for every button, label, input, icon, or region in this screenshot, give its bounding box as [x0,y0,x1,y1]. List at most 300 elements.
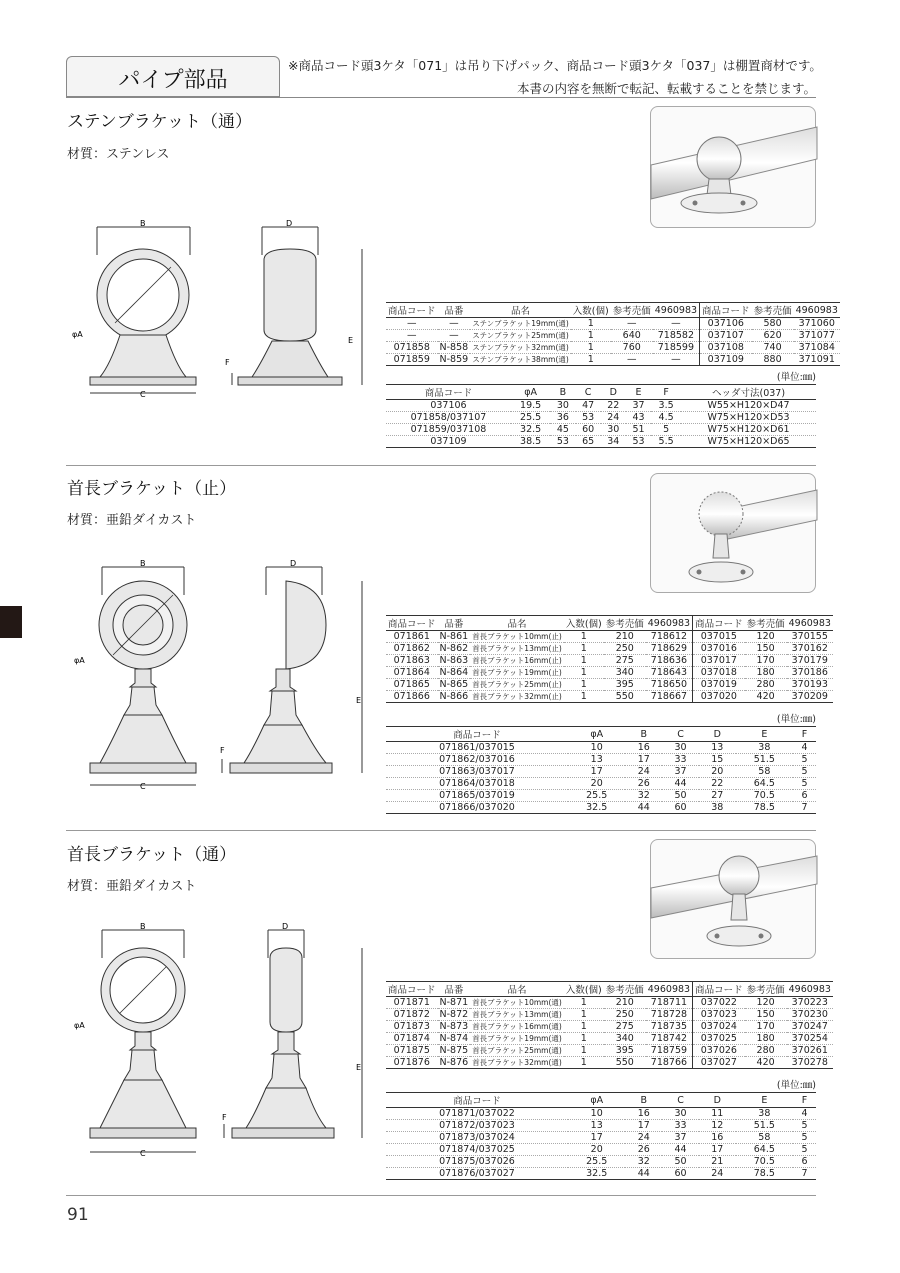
table-row [386,412,816,424]
dim-label-b: B [140,559,146,568]
table-cell: ステンブラケット19mm(通) [472,319,569,328]
table-cell: 037025 [693,1033,745,1045]
table-cell: N-864 [439,667,469,678]
table-cell: 071876/037027 [386,1168,568,1180]
table-row [386,1144,816,1156]
table-cell: 718629 [646,643,693,655]
table-cell: 25.5 [511,412,550,424]
table-cell: 20 [568,1144,625,1156]
table-cell: 180 [745,667,787,679]
column-header: 商品コード [386,385,511,400]
table-cell: — [438,318,471,330]
product-table [386,302,840,366]
column-header: E [626,385,651,400]
table-cell: 20 [699,766,736,778]
table-cell: 370278 [787,1057,833,1069]
table-cell: 037108 [700,342,752,354]
table-cell: 1 [564,997,604,1009]
table-cell: 071861/037015 [386,742,568,754]
table-cell: 718643 [646,667,693,679]
table-cell: 718766 [646,1057,693,1069]
table-cell: 037027 [693,1057,745,1069]
column-header: 入数(個) [571,303,611,318]
dim-label-phi-a: φA [74,656,85,665]
table-cell: 21 [699,1156,736,1168]
table-cell: 4 [793,742,816,754]
table-cell: 32.5 [511,424,550,436]
table-cell: 071871 [386,997,438,1009]
table-row [386,1168,816,1180]
table-cell: 718735 [646,1021,693,1033]
section-divider [66,830,816,831]
table-cell: 718711 [646,997,693,1009]
dim-label-b: B [140,922,146,931]
table-cell: 071859/037108 [386,424,511,436]
column-header: B [625,1093,662,1108]
column-header: 入数(個) [564,982,604,997]
table-row [386,691,833,703]
table-cell: N-866 [439,691,469,702]
table-cell: 33 [662,1120,699,1132]
table-cell: 26 [625,778,662,790]
dim-label-d: D [282,922,289,931]
dim-label-phi-a: φA [74,1021,85,1030]
table-row [386,1108,816,1120]
dimension-drawing [72,215,380,405]
table-cell: 首長ブラケット19mm(止) [472,668,562,677]
table-cell: 395 [604,1045,646,1057]
table-cell: 071865/037019 [386,790,568,802]
table-cell: 760 [611,342,653,354]
table-row [386,1045,833,1057]
table-cell: 370162 [787,643,833,655]
table-cell: 370247 [787,1021,833,1033]
table-row [386,1021,833,1033]
table-cell: ステンブラケット38mm(通) [472,355,569,364]
unit-label: (単位:㎜) [776,1080,816,1091]
table-cell: 370254 [787,1033,833,1045]
table-cell: 170 [745,655,787,667]
section-divider [66,465,816,466]
table-cell: 1 [564,691,604,703]
table-cell: 45 [550,424,575,436]
table-cell: 210 [604,631,646,643]
column-header: D [601,385,626,400]
table-cell: 首長ブラケット10mm(通) [472,998,562,1007]
dim-label-c: C [140,782,146,791]
table-cell: 首長ブラケット16mm(通) [472,1022,562,1031]
table-cell: 280 [745,679,787,691]
table-row [386,766,816,778]
table-cell: 071873 [386,1021,438,1033]
table-cell: 36 [550,412,575,424]
table-cell: 071859 [386,354,438,366]
section-title: ステンブラケット（通） [67,112,252,132]
table-cell: 首長ブラケット13mm(止) [472,644,562,653]
table-cell: 16 [625,1108,662,1120]
table-cell: 5 [793,778,816,790]
dim-label-e: E [356,1063,362,1072]
table-cell: 首長ブラケット25mm(通) [472,1046,562,1055]
table-cell: — [386,318,438,330]
table-cell: W75×H120×D61 [681,424,816,436]
section-material: 材質：亜鉛ダイカスト [67,879,197,894]
column-header: 品名 [470,303,571,318]
table-cell: 370223 [787,997,833,1009]
table-cell: 170 [745,1021,787,1033]
table-cell: 16 [699,1132,736,1144]
table-cell: 1 [564,655,604,667]
table-cell: 13 [568,1120,625,1132]
table-row [386,667,833,679]
table-cell: 30 [662,1108,699,1120]
column-header: D [699,1093,736,1108]
table-cell: 17 [625,754,662,766]
column-header: 品番 [438,616,471,631]
table-cell: 6 [793,1156,816,1168]
table-cell: 38.5 [511,436,550,448]
column-header: D [699,727,736,742]
table-cell: 071873/037024 [386,1132,568,1144]
table-cell: 250 [604,643,646,655]
table-cell: 550 [604,1057,646,1069]
table-cell: 51.5 [736,754,793,766]
table-cell: 53 [626,436,651,448]
table-row [386,1057,833,1069]
column-header: 4960983 [795,304,838,316]
table-cell: 071863/037017 [386,766,568,778]
table-cell: 071861 [386,631,438,643]
table-cell: — [653,318,700,330]
table-cell: 50 [662,790,699,802]
column-header: 品名 [470,982,564,997]
column-header: 参考売価 [604,982,646,997]
dim-label-f: F [222,1113,227,1122]
table-cell: — [611,318,653,330]
table-cell: 17 [699,1144,736,1156]
table-cell: 718667 [646,691,693,703]
table-cell: N-858 [439,342,469,353]
table-cell: 首長ブラケット32mm(通) [472,1058,562,1067]
column-header: 4960983 [646,982,693,997]
table-row [386,1009,833,1021]
table-cell: 30 [601,424,626,436]
column-header: 商品コード [700,303,752,318]
column-header: C [576,385,601,400]
table-cell: N-873 [439,1021,469,1032]
table-cell: N-862 [439,643,469,654]
table-cell: 5 [793,1132,816,1144]
table-cell: 70.5 [736,1156,793,1168]
table-cell: 071876 [386,1057,438,1069]
table-cell: 150 [745,643,787,655]
table-cell: 371060 [794,318,840,330]
table-cell: 17 [625,1120,662,1132]
table-cell: 32.5 [568,802,625,814]
table-cell: 420 [745,1057,787,1069]
table-cell: 首長ブラケット32mm(止) [472,692,562,701]
column-header: φA [568,1093,625,1108]
table-cell: 718599 [653,342,700,354]
column-header: 商品コード [386,982,438,997]
table-cell: 13 [699,742,736,754]
table-cell: N-872 [439,1009,469,1020]
table-cell: 275 [604,1021,646,1033]
section-material: 材質：亜鉛ダイカスト [67,513,197,528]
table-cell: 718728 [646,1009,693,1021]
table-cell: 65 [576,436,601,448]
section-title: 首長ブラケット（通） [67,845,237,865]
dimension-drawing [74,555,380,795]
table-cell: 5.5 [651,436,681,448]
footer-rule [66,1195,816,1196]
table-cell: 首長ブラケット10mm(止) [472,632,562,641]
table-cell: N-865 [439,679,469,690]
table-cell: 370155 [787,631,833,643]
unit-label: (単位:㎜) [776,372,816,383]
table-cell: 037017 [693,655,745,667]
column-header: 商品コード [693,616,745,631]
table-cell: 071874/037025 [386,1144,568,1156]
table-cell: 071875 [386,1045,438,1057]
table-row [386,679,833,691]
section-material: 材質：ステンレス [67,147,170,162]
table-cell: 718636 [646,655,693,667]
table-cell: 32 [625,790,662,802]
product-photo [650,839,816,959]
table-cell: 5 [793,1144,816,1156]
table-cell: 43 [626,412,651,424]
table-cell: 071858 [386,342,438,354]
table-cell: 10 [568,1108,625,1120]
product-table [386,981,833,1069]
table-cell: 22 [601,400,626,412]
table-cell: 20 [568,778,625,790]
table-cell: 30 [662,742,699,754]
table-cell: 370179 [787,655,833,667]
table-cell: 51 [626,424,651,436]
table-cell: 370193 [787,679,833,691]
table-cell: N-861 [439,631,469,642]
table-cell: 071872 [386,1009,438,1021]
table-cell: 53 [576,412,601,424]
table-cell: 5 [793,1120,816,1132]
column-header: 商品コード [386,616,438,631]
table-cell: N-876 [439,1057,469,1068]
table-cell: 370261 [787,1045,833,1057]
table-cell: 275 [604,655,646,667]
column-header: 品番 [438,982,471,997]
table-cell: 58 [736,766,793,778]
dim-label-f: F [220,746,225,755]
header-note-copyright: 本書の内容を無断で転記、転載することを禁じます。 [516,81,816,96]
table-cell: 071872/037023 [386,1120,568,1132]
table-cell: 24 [699,1168,736,1180]
table-cell: 64.5 [736,1144,793,1156]
table-cell: 32.5 [568,1168,625,1180]
column-header: B [625,727,662,742]
table-cell: 50 [662,1156,699,1168]
table-cell: 13 [568,754,625,766]
dimension-drawing [74,922,380,1162]
table-cell: 550 [604,691,646,703]
table-cell: 44 [625,1168,662,1180]
dim-label-phi-a: φA [72,330,83,339]
unit-label: (単位:㎜) [776,714,816,725]
column-header: F [793,727,816,742]
table-cell: 371084 [794,342,840,354]
table-cell: 037107 [700,330,752,342]
table-cell: 33 [662,754,699,766]
table-cell: 1 [564,631,604,643]
table-cell: 47 [576,400,601,412]
table-cell: 44 [662,1144,699,1156]
table-cell: 037019 [693,679,745,691]
table-row [386,318,840,330]
dimension-table [386,1092,816,1180]
table-cell: 071862 [386,643,438,655]
table-cell: 首長ブラケット13mm(通) [472,1010,562,1019]
table-cell: W75×H120×D53 [681,412,816,424]
column-header: 参考売価 [611,303,653,318]
table-cell: 27 [699,790,736,802]
column-header: 商品コード [386,303,438,318]
table-cell: 037023 [693,1009,745,1021]
table-cell: 210 [604,997,646,1009]
table-cell: 38 [736,742,793,754]
column-header: 4960983 [788,617,831,629]
column-header: C [662,1093,699,1108]
table-cell: 32 [625,1156,662,1168]
table-cell: 037024 [693,1021,745,1033]
table-cell: 250 [604,1009,646,1021]
table-cell: 1 [564,1057,604,1069]
table-cell: 620 [752,330,794,342]
table-cell: 150 [745,1009,787,1021]
table-row [386,742,816,754]
table-cell: N-863 [439,655,469,666]
table-cell: 071866/037020 [386,802,568,814]
table-cell: 25.5 [568,790,625,802]
table-cell: 640 [611,330,653,342]
column-header: 商品コード [386,1093,568,1108]
table-row [386,1132,816,1144]
table-cell: 24 [601,412,626,424]
column-header: E [736,727,793,742]
table-cell: 071871/037022 [386,1108,568,1120]
table-cell: 880 [752,354,794,366]
table-cell: 071864 [386,667,438,679]
table-row [386,400,816,412]
table-row [386,354,840,366]
table-cell: — [611,354,653,366]
table-cell: 718612 [646,631,693,643]
table-cell: 071864/037018 [386,778,568,790]
table-cell: 60 [662,802,699,814]
column-header: φA [511,385,550,400]
table-cell: N-874 [439,1033,469,1044]
table-cell: 53 [550,436,575,448]
table-row [386,342,840,354]
table-cell: 1 [564,679,604,691]
table-cell: 78.5 [736,802,793,814]
table-cell: 首長ブラケット25mm(止) [472,680,562,689]
column-header: E [736,1093,793,1108]
dim-label-d: D [290,559,297,568]
table-cell: 24 [625,1132,662,1144]
table-cell: — [438,330,471,342]
table-cell: ステンブラケット32mm(通) [472,343,569,352]
table-cell: 首長ブラケット16mm(止) [472,656,562,665]
table-cell: 071866 [386,691,438,703]
table-row [386,655,833,667]
table-cell: 4.5 [651,412,681,424]
table-cell: 15 [699,754,736,766]
table-row [386,778,816,790]
table-cell: 10 [568,742,625,754]
table-cell: 38 [736,1108,793,1120]
table-cell: 395 [604,679,646,691]
column-header: C [662,727,699,742]
dim-label-b: B [140,219,146,228]
column-header: 品名 [470,616,564,631]
table-cell: — [386,330,438,342]
table-row [386,790,816,802]
product-photo [650,473,816,593]
table-cell: 1 [571,318,611,330]
column-header: 参考売価 [752,303,794,318]
table-cell: 120 [745,997,787,1009]
table-cell: 740 [752,342,794,354]
column-header: 参考売価 [604,616,646,631]
table-cell: 1 [571,354,611,366]
table-cell: 071875/037026 [386,1156,568,1168]
table-cell: 51.5 [736,1120,793,1132]
table-cell: 5 [793,766,816,778]
table-cell: 34 [601,436,626,448]
table-cell: 071862/037016 [386,754,568,766]
column-header: 4960983 [646,616,693,631]
table-cell: 180 [745,1033,787,1045]
table-cell: 1 [564,643,604,655]
column-header: 品番 [438,303,471,318]
table-cell: 70.5 [736,790,793,802]
column-header: 参考売価 [745,616,787,631]
table-cell: 17 [568,766,625,778]
dim-label-c: C [140,390,146,399]
table-cell: 首長ブラケット19mm(通) [472,1034,562,1043]
column-header: 商品コード [386,727,568,742]
table-cell: 340 [604,1033,646,1045]
table-cell: 037026 [693,1045,745,1057]
table-cell: 037109 [386,436,511,448]
table-cell: 371077 [794,330,840,342]
table-cell: 340 [604,667,646,679]
table-cell: 037106 [386,400,511,412]
table-cell: 24 [625,766,662,778]
table-row [386,1120,816,1132]
side-index-tab [0,606,22,638]
table-cell: 26 [625,1144,662,1156]
table-cell: 071863 [386,655,438,667]
header-rule [66,97,816,98]
table-cell: 037015 [693,631,745,643]
section-title: 首長ブラケット（止） [67,479,237,499]
table-cell: 44 [662,778,699,790]
table-cell: 64.5 [736,778,793,790]
table-row [386,754,816,766]
table-cell: 44 [625,802,662,814]
